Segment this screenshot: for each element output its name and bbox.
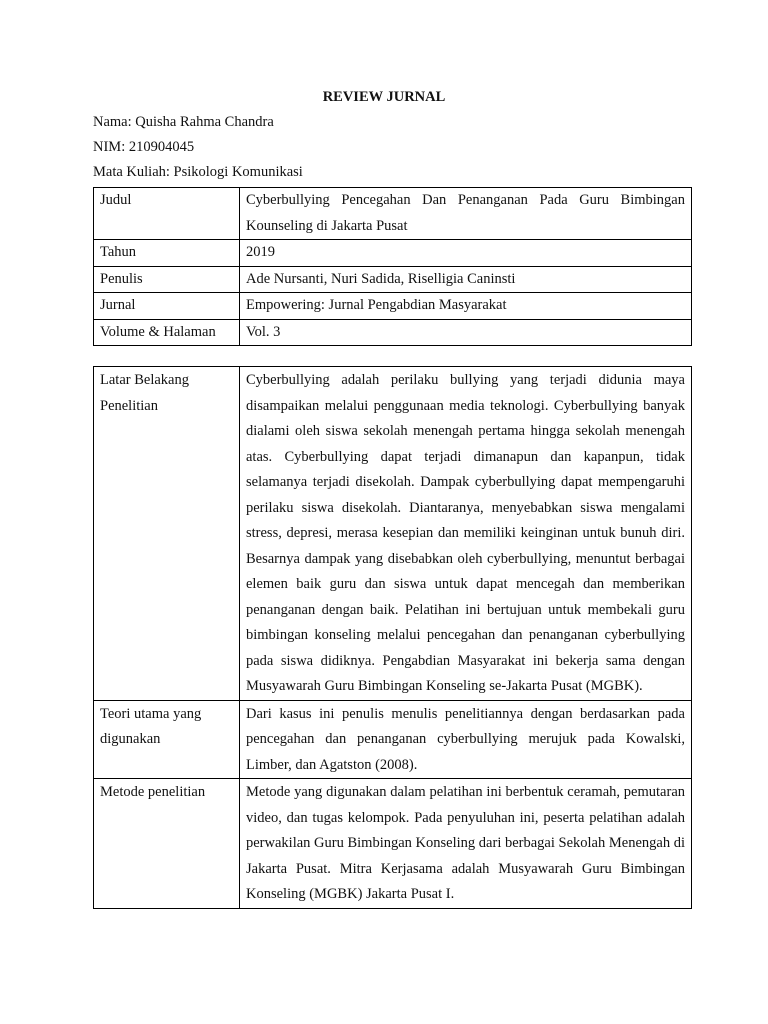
row-value-teori: Dari kasus ini penulis menulis penelitiannya dengan berdasarkan pada pencegahan dan penanganan cyberbullying merujuk pada Kowalski, Limber, dan Agatston (2008). (240, 700, 692, 779)
row-value-metode: Metode yang digunakan dalam pelatihan ini berbentuk ceramah, pemutaran video, dan tugas kelompok. Pada penyuluhan ini, peserta pelatihan adalah perwakilan Guru Bimbingan Konseling dari berbagai Sekolah Menengah di Jakarta Pusat. Mitra Kerjasama adalah Musyawarah Guru Bimbingan Konseling (MGBK) Jakarta Pusat I. (240, 779, 692, 909)
journal-info-table (93, 187, 692, 346)
document-title: REVIEW JURNAL (322, 89, 446, 105)
row-label-metode: Metode penelitian (94, 779, 240, 909)
row-value-judul: Cyberbullying Pencegahan Dan Penanganan Pada Guru Bimbingan Kounseling di Jakarta Pusat (240, 188, 692, 240)
row-label-judul: Judul (94, 188, 240, 240)
table-row (94, 367, 692, 701)
student-name: Nama: Quisha Rahma Chandra (93, 114, 274, 130)
table-row (94, 700, 692, 779)
row-label-volume: Volume & Halaman (94, 319, 240, 346)
row-value-tahun: 2019 (240, 240, 692, 267)
table-row (94, 188, 692, 240)
table-row (94, 240, 692, 267)
course-name: Mata Kuliah: Psikologi Komunikasi (93, 164, 303, 180)
row-label-tahun: Tahun (94, 240, 240, 267)
row-label-jurnal: Jurnal (94, 293, 240, 320)
row-label-latar-belakang: Latar Belakang Penelitian (94, 367, 240, 701)
row-label-teori: Teori utama yang digunakan (94, 700, 240, 779)
row-label-penulis: Penulis (94, 266, 240, 293)
row-value-jurnal: Empowering: Jurnal Pengabdian Masyarakat (240, 293, 692, 320)
row-value-volume: Vol. 3 (240, 319, 692, 346)
row-value-penulis: Ade Nursanti, Nuri Sadida, Riselligia Caninsti (240, 266, 692, 293)
student-nim: NIM: 210904045 (93, 139, 195, 155)
table-row (94, 293, 692, 320)
table-row (94, 779, 692, 909)
row-value-latar-belakang: Cyberbullying adalah perilaku bullying yang terjadi didunia maya disampaikan melalui penggunaan media teknologi. Cyberbullying banyak dialami oleh siswa sekolah menengah pertama hingga sekolah menengah atas. Cyberbullying dapat terjadi dimanapun dan kapanpun, tidak selamanya terjadi disekolah. Dampak cyberbullying dapat mempengaruhi perilaku siswa disekolah. Diantaranya, menyebabkan siswa mengalami stress, depresi, merasa kesepian dan memiliki keinginan untuk bunuh diri. Besarnya dampak yang disebabkan oleh cyberbullying, menuntut berbagai elemen baik guru dan siswa untuk dapat mencegah dan memberikan penanganan dengan baik. Pelatihan ini bertujuan untuk membekali guru bimbingan konseling melalui pencegahan dan penanganan cyberbullying pada siswa didiknya. Pengabdian Masyarakat ini bekerja sama dengan Musyawarah Guru Bimbingan Konseling se-Jakarta Pusat (MGBK). (240, 367, 692, 701)
table-row (94, 266, 692, 293)
table-row (94, 319, 692, 346)
journal-review-table (93, 366, 692, 909)
